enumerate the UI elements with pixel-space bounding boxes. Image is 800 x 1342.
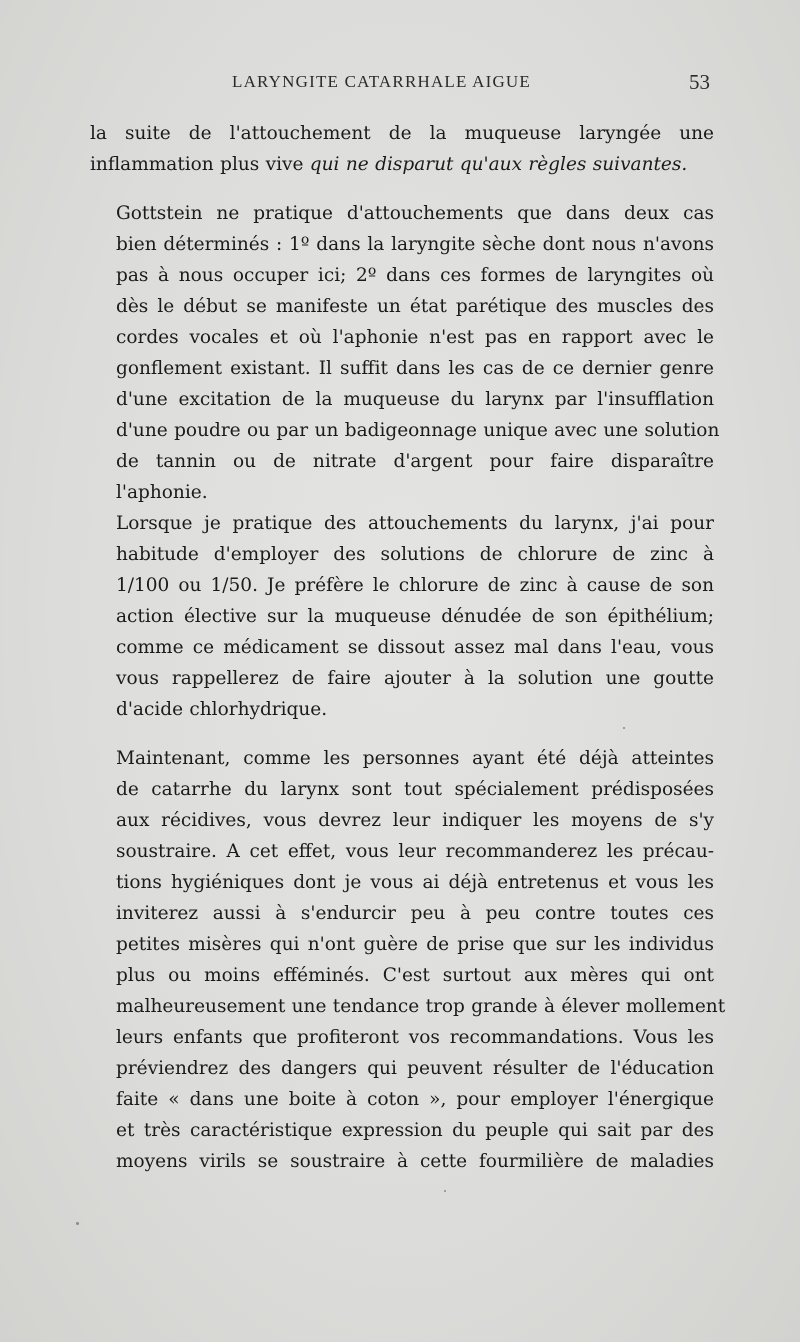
text-line: gonflement existant. Il suffit dans les cas de ce dernier genre [116, 358, 714, 379]
paragraph-2 [90, 198, 720, 508]
text-line: pas à nous occuper ici; 2º dans ces formes de laryngites où [116, 265, 714, 286]
text-line: malheureusement une tendance trop grande à élever mollement [116, 996, 726, 1017]
text-line: habitude d'employer des solutions de chlorure de zinc à [116, 544, 714, 565]
text-line: tions hygiéniques dont je vous ai déjà entretenus et vous les [116, 872, 714, 893]
text-line: faite « dans une boite à coton », pour employer l'énergique [116, 1089, 714, 1110]
text-line [90, 149, 714, 180]
text-line: petites misères qui n'ont guère de prise que sur les individus [116, 934, 714, 955]
text-line: dès le début se manifeste un état parétique des muscles des [116, 296, 714, 317]
text-line: préviendrez des dangers qui peuvent résulter de l'éducation [116, 1058, 714, 1079]
paragraph-4 [90, 743, 726, 1177]
text-line: 1/100 ou 1/50. Je préfère le chlorure de zinc à cause de son [116, 575, 714, 596]
text-line: moyens virils se soustraire à cette fourmilière de maladies [116, 1151, 714, 1172]
text-line: de tannin ou de nitrate d'argent pour faire disparaître [116, 451, 714, 472]
running-title: LARYNGITE CATARRHALE AIGUE [232, 72, 531, 91]
text-line: vous rappellerez de faire ajouter à la solution une goutte [116, 668, 714, 689]
text-line-italic: qui ne disparut qu'aux règles suivantes. [309, 154, 688, 175]
text-line: inviterez aussi à s'endurcir peu à peu contre toutes ces [116, 903, 714, 924]
text-line: plus ou moins efféminés. C'est surtout aux mères qui ont [116, 965, 714, 986]
text-line: comme ce médicament se dissout assez mal dans l'eau, vous [116, 637, 714, 658]
text-line: cordes vocales et où l'aphonie n'est pas en rapport avec le [116, 327, 714, 348]
text-line: action élective sur la muqueuse dénudée de son épithélium; [116, 606, 714, 627]
text-line: soustraire. A cet effet, vous leur recommanderez les précau- [116, 841, 714, 862]
text-line: de catarrhe du larynx sont tout spécialement prédisposées [116, 779, 714, 800]
paragraph-3 [90, 508, 714, 725]
text-line: la suite de l'attouchement de la muqueuse laryngée une [90, 123, 714, 144]
text-line: d'une poudre ou par un badigeonnage unique avec une solution [116, 420, 720, 441]
text-body [90, 118, 726, 1177]
text-line: Maintenant, comme les personnes ayant été déjà atteintes [116, 748, 714, 769]
text-line: bien déterminés : 1º dans la laryngite sèche dont nous n'avons [116, 234, 714, 255]
text-line: d'acide chlorhydrique. [116, 699, 328, 720]
text-line: d'une excitation de la muqueuse du larynx par l'insufflation [116, 389, 714, 410]
text-line: leurs enfants que profiteront vos recommandations. Vous les [116, 1027, 714, 1048]
text-line: Lorsque je pratique des attouchements du larynx, j'ai pour [116, 513, 714, 534]
text-line: l'aphonie. [116, 482, 208, 503]
text-line-roman: inflammation plus vive [90, 154, 310, 175]
text-line: Gottstein ne pratique d'attouchements que dans deux cas [116, 203, 714, 224]
paper-speck [623, 727, 625, 729]
text-line: aux récidives, vous devrez leur indiquer les moyens de s'y [116, 810, 714, 831]
paper-speck [444, 1190, 446, 1192]
text-line: et très caractéristique expression du peuple qui sait par des [116, 1120, 714, 1141]
page-number: 53 [689, 70, 710, 94]
paper-speck [76, 1222, 79, 1225]
paragraph-1 [90, 118, 714, 180]
running-head [92, 70, 710, 98]
